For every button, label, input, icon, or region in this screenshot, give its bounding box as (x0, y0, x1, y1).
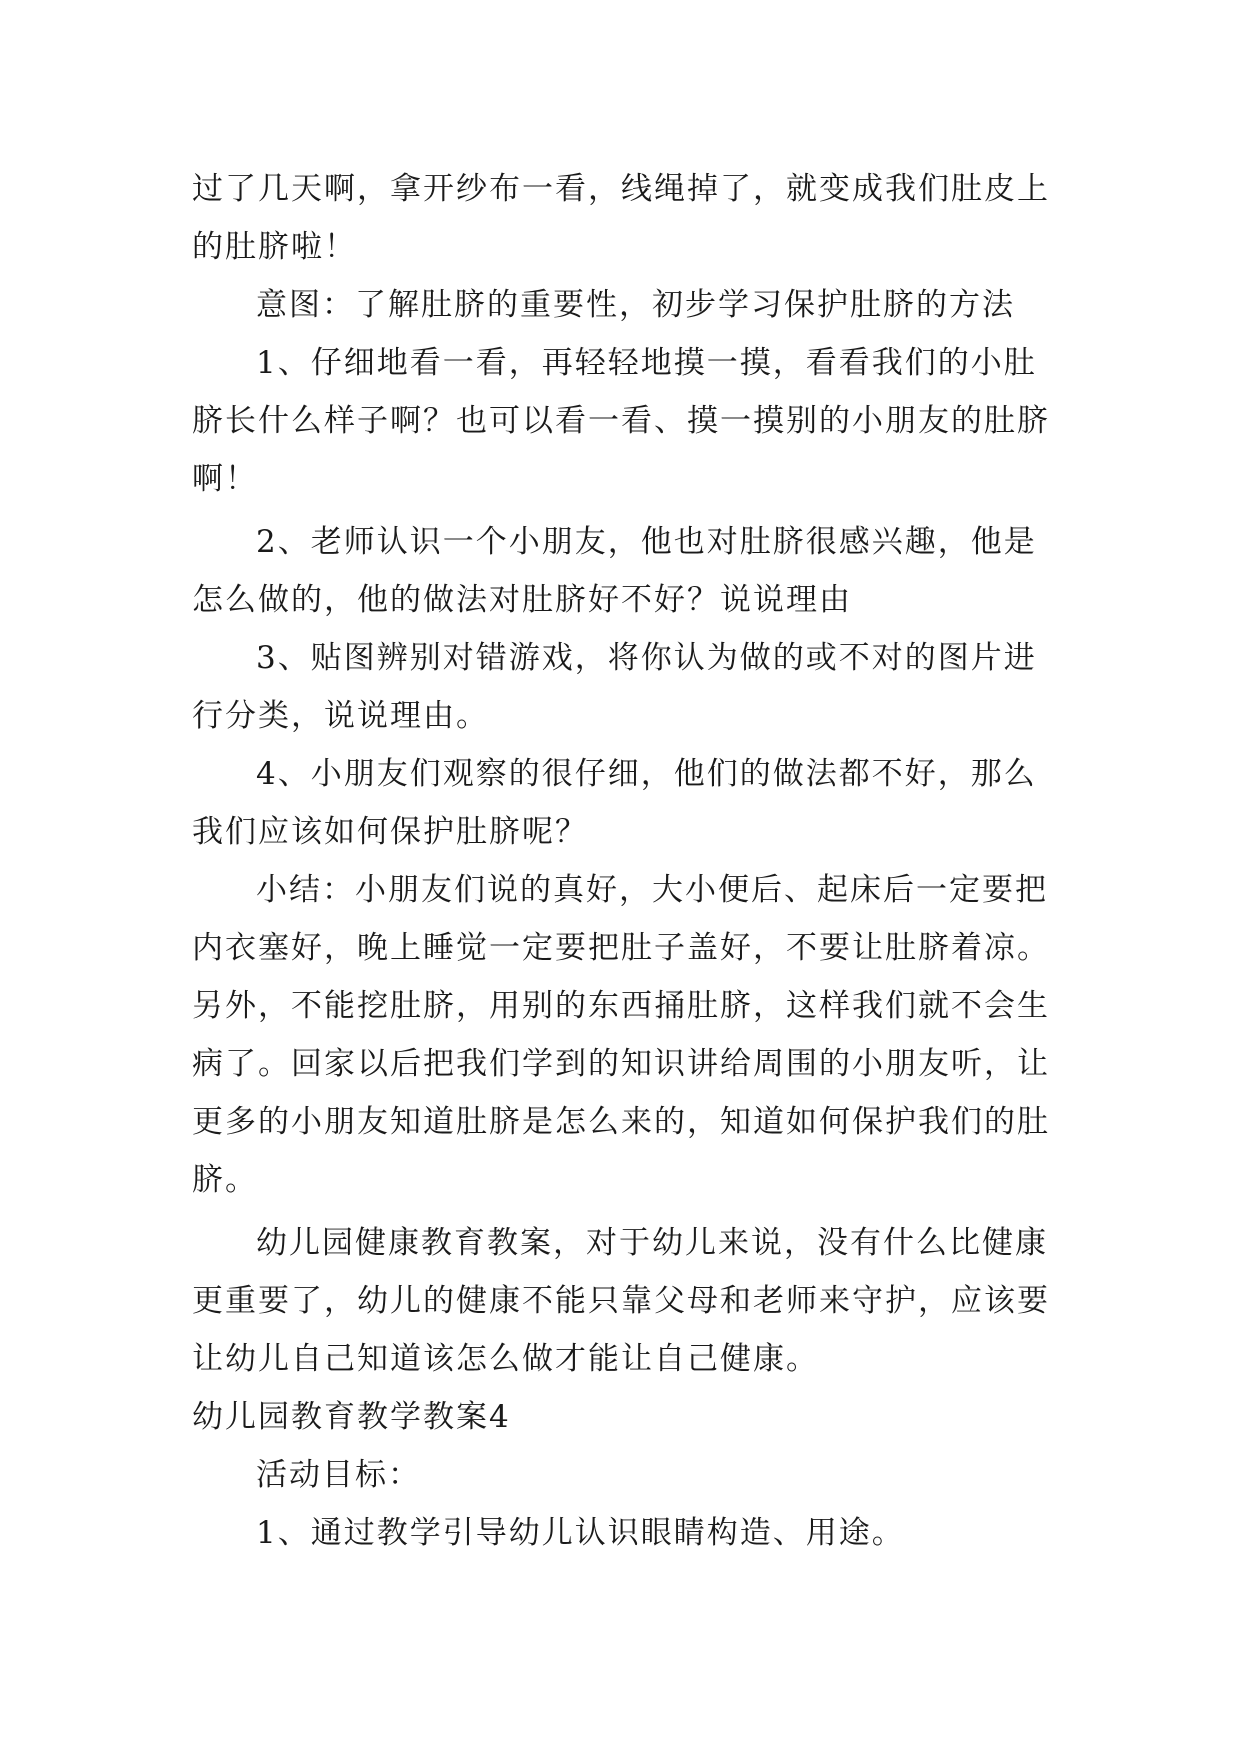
paragraph-summary: 小结：小朋友们说的真好，大小便后、起床后一定要把内衣塞好，晚上睡觉一定要把肚子盖好，不要让肚脐着凉。另外，不能挖肚脐，用别的东西捅肚脐，这样我们就不会生病了。回家以后把我们学到的知识讲给周围的小朋友听，让更多的小朋友知道肚脐是怎么来的，知道如何保护我们的肚脐。 (192, 872, 1050, 1198)
paragraph-step-1: 1、仔细地看一看，再轻轻地摸一摸，看看我们的小肚脐长什么样子啊？也可以看一看、摸一摸别的小朋友的肚脐啊！ (192, 345, 1050, 497)
paragraph-goal-1: 1、通过教学引导幼儿认识眼睛构造、用途。 (256, 1515, 905, 1551)
paragraph-step-3: 3、贴图辨别对错游戏，将你认为做的或不对的图片进行分类，说说理由。 (192, 640, 1037, 734)
paragraph-conclusion: 幼儿园健康教育教案，对于幼儿来说，没有什么比健康更重要了，幼儿的健康不能只靠父母和老师来守护，应该要让幼儿自己知道该怎么做才能让自己健康。 (192, 1225, 1050, 1377)
paragraph-goals-label: 活动目标： (256, 1457, 421, 1493)
paragraph-intent: 意图：了解肚脐的重要性，初步学习保护肚脐的方法 (256, 287, 1015, 323)
section-title: 幼儿园教育教学教案4 (192, 1399, 511, 1435)
document-page (192, 160, 1052, 1562)
paragraph-step-2: 2、老师认识一个小朋友，他也对肚脐很感兴趣，他是怎么做的，他的做法对肚脐好不好？说说理由 (192, 524, 1037, 618)
paragraph-step-4: 4、小朋友们观察的很仔细，他们的做法都不好，那么我们应该如何保护肚脐呢？ (192, 756, 1037, 850)
paragraph-continuation: 过了几天啊，拿开纱布一看，线绳掉了，就变成我们肚皮上的肚脐啦！ (192, 171, 1050, 265)
